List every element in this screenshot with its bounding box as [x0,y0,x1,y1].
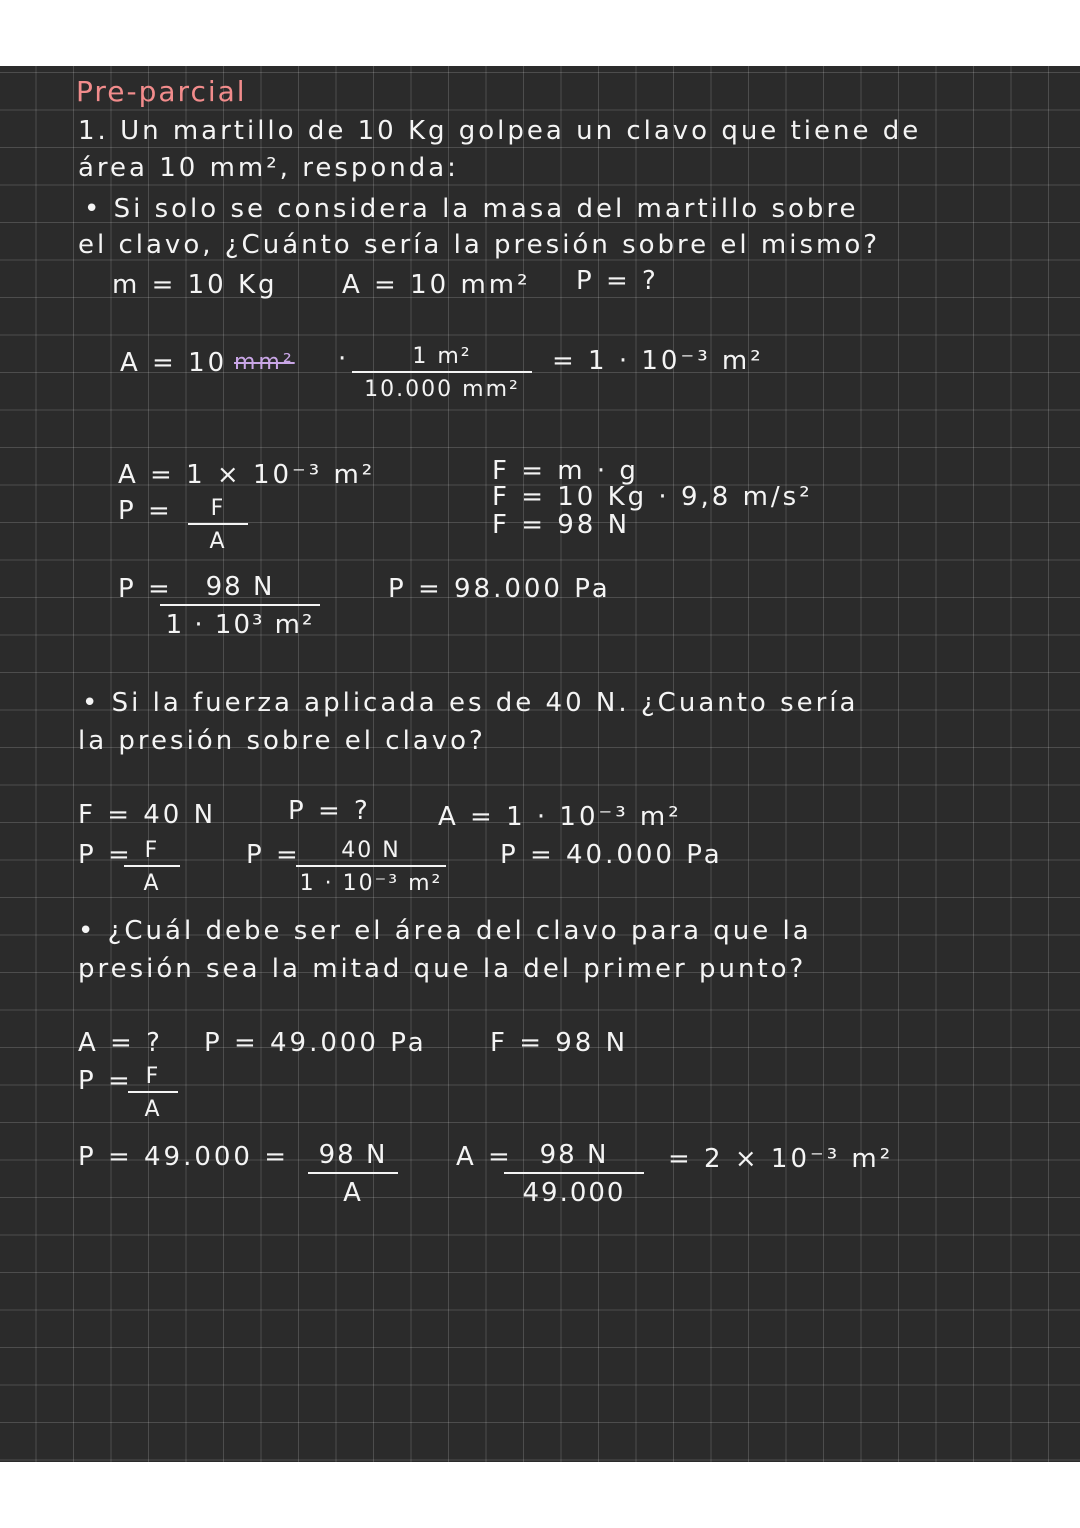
q3-pressure-label: P = [78,1066,133,1096]
q2-formula-numerator: F [124,838,180,867]
q2-answer: P = 40.000 Pa [500,840,723,870]
q2-line-1: • Si la fuerza aplicada es de 40 N. ¿Cuanto sería [82,688,859,718]
q1-conversion-denominator: 10.000 mm² [364,377,520,402]
q1-given-mass: m = 10 Kg [112,270,278,300]
q1-line-2: el clavo, ¿Cuánto sería la presión sobre el mismo? [78,230,881,260]
q3-formula-denominator: A [144,1097,162,1122]
q3-area-unknown: A = ? [78,1028,163,1058]
q1-line-1: • Si solo se considera la masa del martillo sobre [84,194,859,224]
q3-equation-denominator: A [343,1178,363,1208]
q3-equation-lhs: P = 49.000 = [78,1142,290,1172]
problem-line-2: área 10 mm², responda: [78,153,459,183]
q1-conversion-fraction [352,344,532,402]
q3-pressure-value: P = 49.000 Pa [204,1028,427,1058]
q1-force-substitution: F = 10 Kg · 9,8 m/s² [492,482,813,512]
q3-area-fraction [504,1140,644,1208]
q1-conversion-numerator: 1 m² [352,344,532,373]
q3-area-denominator: 49.000 [522,1178,626,1208]
q1-conversion-lhs: A = 10 [120,348,228,378]
page-title: Pre-parcial [76,75,247,108]
q3-pressure-formula [128,1064,178,1122]
q3-equation-fraction [308,1140,398,1208]
q3-area-label: A = [456,1142,513,1172]
q2-pressure-label: P = [78,840,133,870]
q3-formula-numerator: F [128,1064,178,1093]
q2-force: F = 40 N [78,800,217,830]
q3-line-2: presión sea la mitad que la del primer punto? [78,954,807,984]
q1-formula-numerator: F [188,496,248,525]
q2-pressure-calculation [296,838,446,896]
q2-line-2: la presión sobre el clavo? [78,726,486,756]
q2-pressure-formula [124,838,180,896]
q3-equation-numerator: 98 N [308,1140,398,1174]
q1-given-pressure: P = ? [576,266,659,296]
q2-calc-numerator: 40 N [296,838,446,867]
q1-conversion-unit: mm² [234,350,295,375]
q1-conversion-result: = 1 · 10⁻³ m² [552,346,764,376]
q1-calc-denominator: 1 · 10³ m² [165,610,315,640]
q1-calc-label: P = [118,574,173,604]
q2-calc-label: P = [246,840,301,870]
q1-calc-numerator: 98 N [160,572,320,606]
q1-pressure-formula [188,496,248,554]
q1-conversion-dot: · [338,344,350,374]
q1-given-area: A = 10 mm² [342,270,531,300]
q3-area-numerator: 98 N [504,1140,644,1174]
q1-answer: P = 98.000 Pa [388,574,611,604]
q1-force-formula: F = m · g [492,456,639,486]
q1-force-result: F = 98 N [492,510,631,540]
q1-pressure-label: P = [118,496,173,526]
q2-calc-denominator: 1 · 10⁻³ m² [299,871,443,896]
q3-line-1: • ¿Cuál debe ser el área del clavo para que la [78,916,812,946]
q2-pressure-unknown: P = ? [288,796,371,826]
problem-line-1: 1. Un martillo de 10 Kg golpea un clavo que tiene de [78,116,922,146]
q2-area: A = 1 · 10⁻³ m² [438,802,682,832]
q3-force-value: F = 98 N [490,1028,629,1058]
q1-pressure-calculation [160,572,320,640]
q1-formula-denominator: A [209,529,227,554]
q1-area-value: A = 1 × 10⁻³ m² [118,460,376,490]
q2-formula-denominator: A [143,871,161,896]
q3-answer: = 2 × 10⁻³ m² [668,1144,894,1174]
